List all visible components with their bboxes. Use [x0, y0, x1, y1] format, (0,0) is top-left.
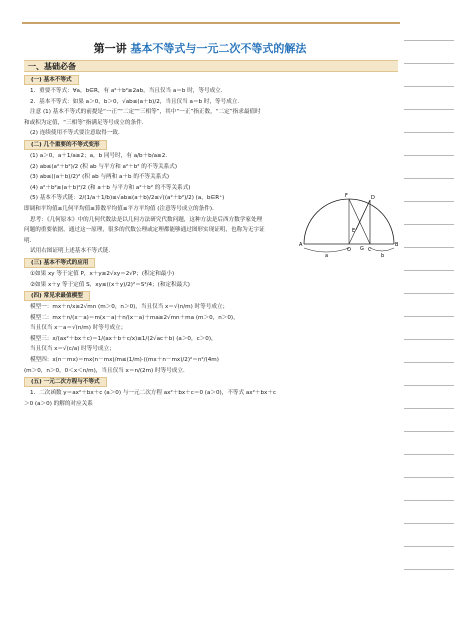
text-line: 思考：《几何原本》中的几何代数法是以几何方法研究代数问题，这种方法是后西方数学家处理 [30, 216, 263, 223]
formula-line: 当且仅当 x－a＝√(n/m) 时等号成立； [30, 325, 127, 332]
text-line: 明． [24, 237, 36, 244]
brace-b [370, 248, 394, 251]
formula-line: (4) a²＋b²≥(a＋b)²/2 (和 a＋b 与平方和 a²＋b² 的不等关系式) [30, 184, 191, 191]
text-line: 1．二次函数 y＝ax²＋bx＋c (a＞0) 与一元二次方程 ax²＋bx＋c＝0 (a＞0)，不等式 ax²＋bx＋c [30, 390, 276, 397]
subheading-variants: (二) 几个重要的不等式变形 [24, 140, 107, 150]
text-line: 问题的重要依据，通过这一原理，很多的代数公理或定理都能够通过图形实现证明，也称为无字证 [24, 227, 265, 234]
formula-line: ①如果 xy 等于定值 P，x＋y≥2√xy＝2√P；(积定和最小) [30, 270, 175, 277]
subheading-application: (三) 基本不等式的应用 [24, 258, 95, 268]
text-line: 1．重要不等式：∀a，b∈R，有 a²＋b²≥2ab，当且仅当 a＝b 时，等号成立． [30, 88, 227, 94]
label-g-point: G [360, 246, 364, 252]
label-a-length: a [325, 253, 329, 258]
formula-line: ②如果 x＋y 等于定值 S，xy≤((x＋y)/2)²＝S²/4；(和定积最大) [30, 281, 190, 288]
text-line: ＞0 (a＞0) 的解的对应关系 [24, 400, 93, 407]
label-f-point: F [345, 193, 348, 199]
label-d-point: D [371, 195, 375, 201]
brace-a [304, 248, 349, 252]
formula-line: (3) ab≤((a＋b)/2)² (积 ab 与两和 a＋b 的不等关系式) [30, 174, 170, 181]
formula-line: 模型四：x(n－mx)＝mx(n－mx)/m≤(1/m)·((mx＋n－mx)/2)²＝n²/(4m) [30, 357, 219, 364]
label-a-point: A [299, 242, 303, 248]
subheading-models: (四) 常见求最值模型 [24, 291, 90, 301]
subheading-basic: (一) 基本不等式 [24, 75, 79, 85]
section-heading: 一、基础必备 [24, 60, 398, 72]
text-line: 试用右图证明上述基本不等式链． [30, 248, 114, 255]
text-line: 2．基本不等式：如果 a＞0，b＞0，√ab≤(a＋b)/2，当且仅当 a＝b 时，等号成立． [30, 98, 244, 105]
subheading-quadratic: (五) 一元二次方程与不等式 [24, 377, 107, 387]
title-highlight: 基本不等式与一元二次不等式的解法 [130, 42, 307, 55]
label-c-point: C [368, 247, 372, 253]
label-b-point: B [395, 242, 399, 248]
formula-line: 模型三：x/(ax²＋bx＋c)＝1/(ax＋b＋c/x)≤1/(2√ac＋b) (a＞0，c＞0)， [30, 335, 217, 342]
text-line: (2) 连续使用不等式要注意取得一致． [30, 130, 124, 137]
semicircle-figure [298, 186, 400, 258]
formula-line: 模型一：mx＋n/x≥2√mn (m＞0，n＞0)，当且仅当 x＝√(n/m) 时等号成立； [30, 304, 229, 311]
label-b-length: b [381, 253, 385, 258]
page-title [0, 40, 400, 56]
text-line: 即调和平均值≤几何平均值≤算数平均值≤平方平均值 (注意等号成立的条件)． [24, 205, 218, 212]
title-prefix: 第一讲 [93, 42, 131, 55]
label-o-point: O [347, 247, 351, 253]
formula-line: (5) 基本不等式链：2/(1/a＋1/b)≤√ab≤(a＋b)/2≤√((a²＋b²)/2) (a，b∈R⁺) [30, 195, 225, 202]
segment-de [356, 200, 370, 230]
formula-line: (2) ab≤(a²＋b²)/2 (积 ab 与平方和 a²＋b² 的不等关系式) [30, 163, 178, 170]
formula-line: 模型二：mx＋n/(x－a)＝m(x－a)＋n/(x－a)＋ma≥2√mn＋ma (m＞0，n＞0)， [30, 314, 239, 321]
formula-line: (m＞0，n＞0，0＜x＜n/m)，当且仅当 x＝n/(2m) 时等号成立． [24, 367, 189, 374]
note-lines [404, 40, 454, 592]
top-rule [22, 22, 400, 24]
text-line: 和或积为定值，“三相等”指满足等号成立的条件． [24, 119, 148, 126]
formula-line: 当且仅当 x＝√(c/a) 时等号成立； [30, 346, 115, 353]
label-e-point: E [352, 228, 356, 234]
formula-line: (1) a＞0，a＋1/a≥2；a，b 同号时，有 a/b＋b/a≥2． [30, 152, 171, 159]
text-line: 注意 (1) 基本不等式的前提是“一正”“二定”“三相等”，其中“一正”指正数，“二定”指求最值时 [30, 109, 261, 116]
